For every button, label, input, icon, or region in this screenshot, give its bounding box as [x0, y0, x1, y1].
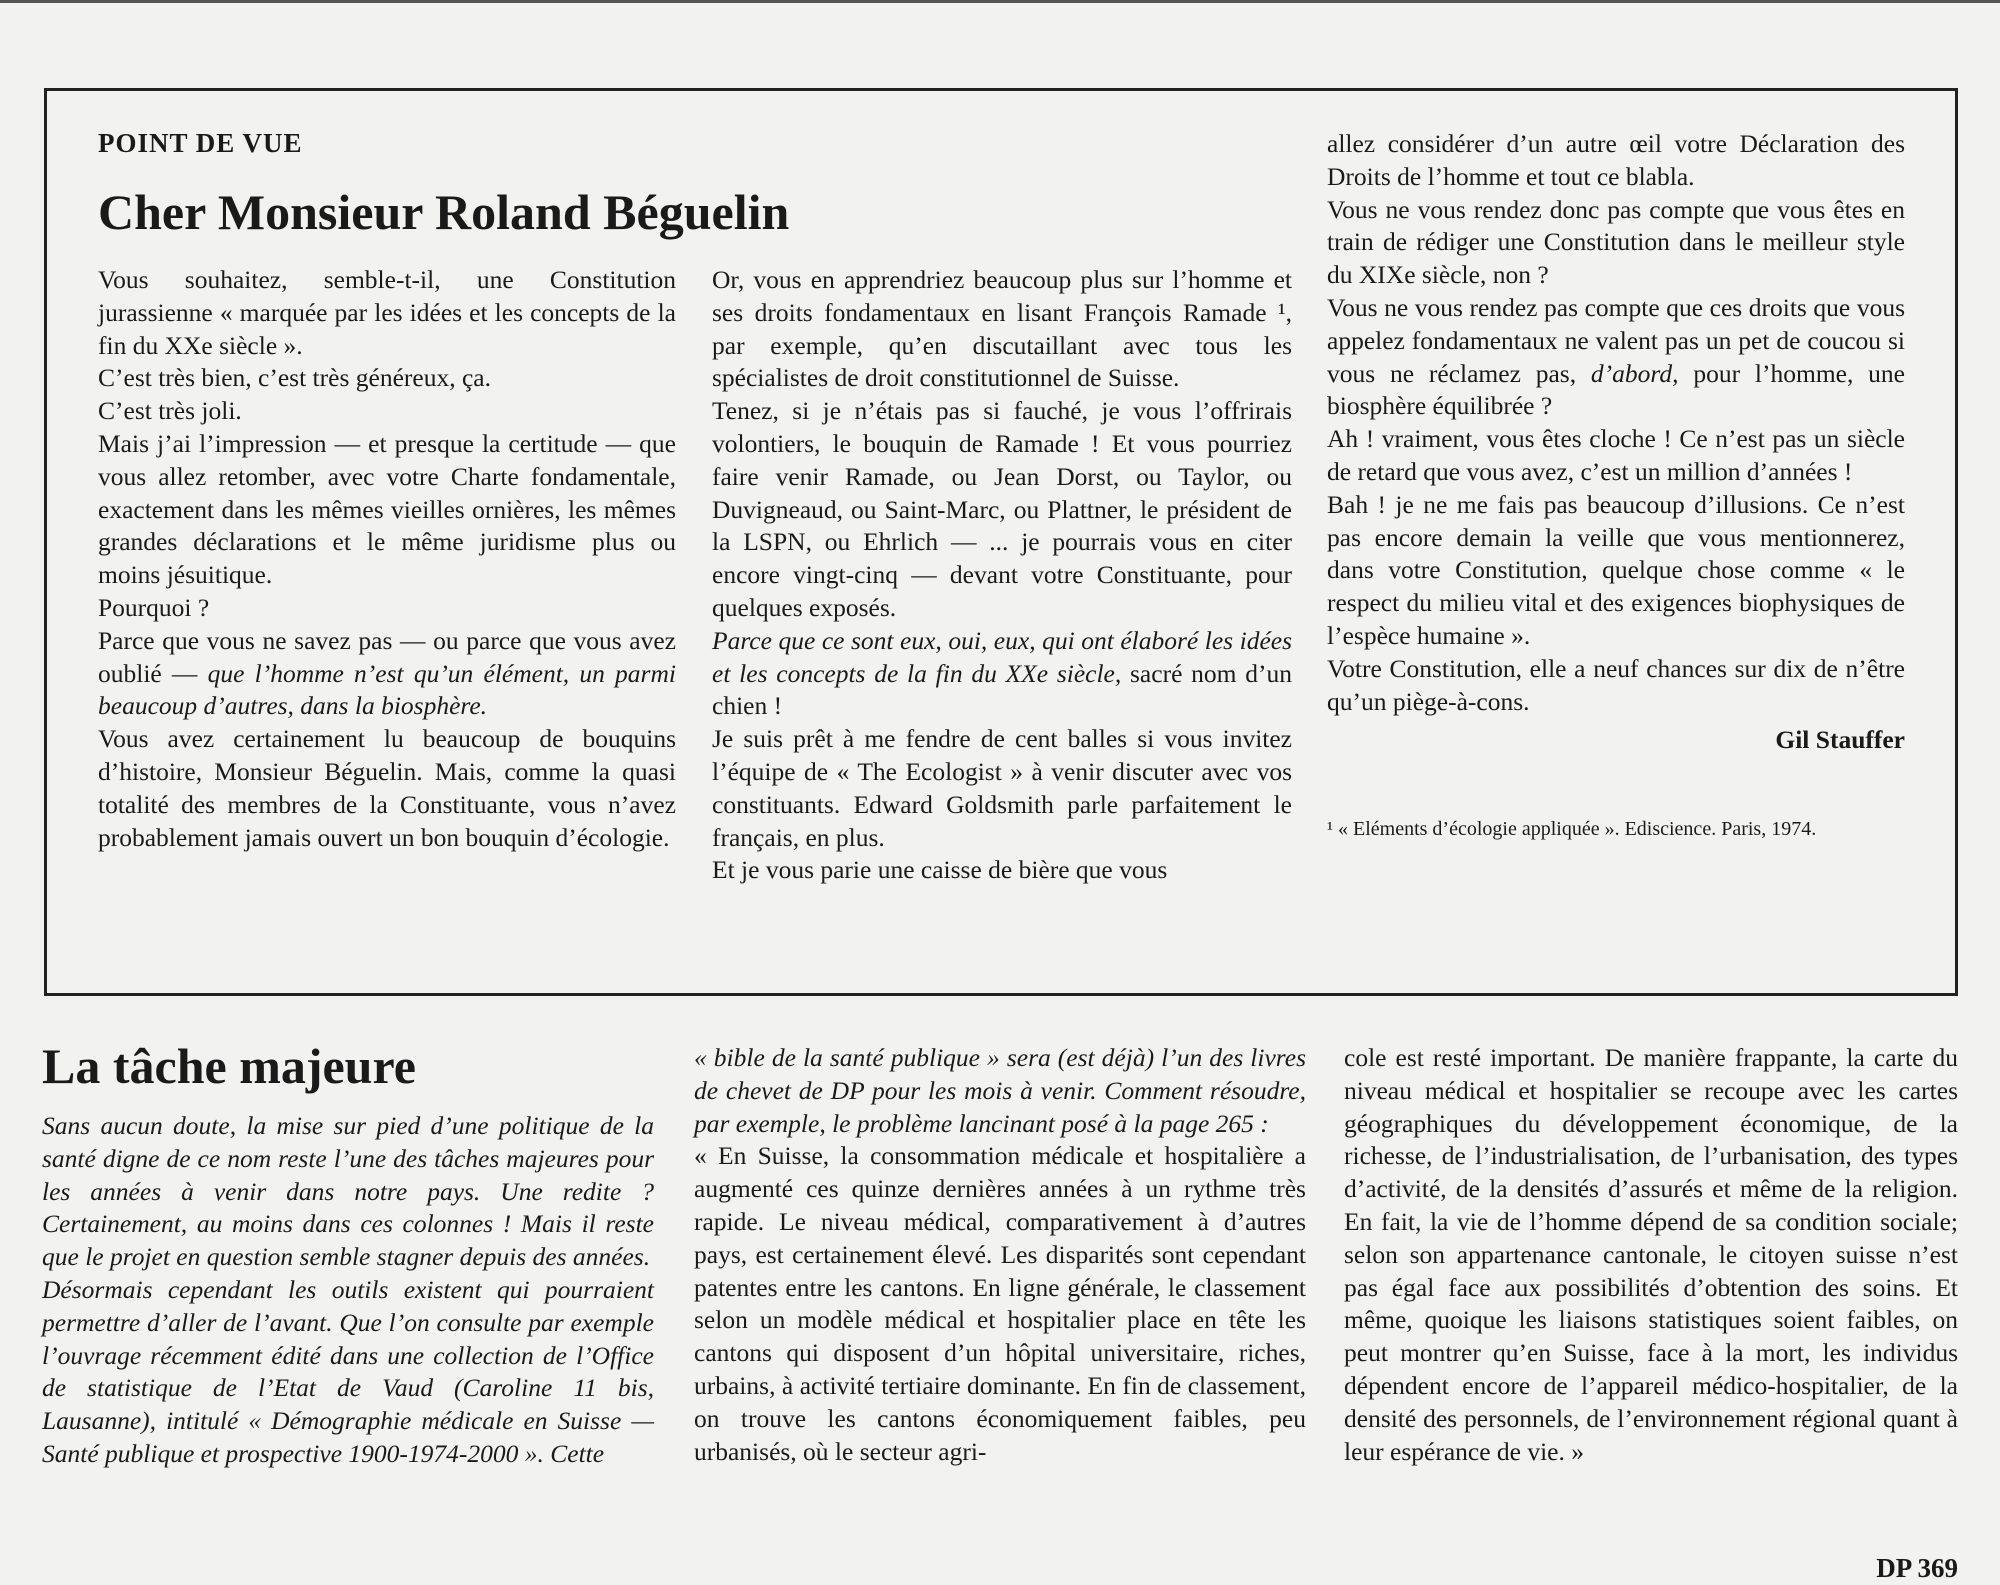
paragraph: Vous ne vous rendez donc pas compte que vous êtes en train de rédiger une Constitution dans le meilleur style du XIXe siècle, non ? — [1327, 194, 1905, 290]
author-signature: Gil Stauffer — [1775, 725, 1905, 755]
paragraph-emphasis: que l’homme n’est qu’un élément, un parmi beaucoup d’autres, dans la biosphère. — [98, 658, 676, 721]
paragraph: allez considérer d’un autre œil votre Déclaration des Droits de l’homme et tout ce blabla. — [1327, 129, 1905, 191]
paragraph: Mais j’ai l’impression — et presque la certitude — que vous allez retomber, avec votre Charte fondamentale, exactement dans les mêmes vieilles ornières, les mêmes grandes déclarations et le même juridisme plus ou moins jésuitique. — [98, 428, 676, 590]
paragraph: « bible de la santé publique » sera (est déjà) l’un des livres de chevet de DP pour les mois à venir. Comment résoudre, par exemple, le problème lancinant posé à la page 265 : — [694, 1043, 1306, 1138]
top-rule — [0, 0, 2000, 3]
paragraph — [98, 625, 676, 723]
paragraph: C’est très joli. — [98, 396, 242, 426]
paragraph-emphasis: d’abord, — [1590, 358, 1679, 388]
article2-column-3 — [1344, 1042, 1958, 1468]
paragraph: C’est très bien, c’est très généreux, ça. — [98, 363, 491, 393]
paragraph: Et je vous parie une caisse de bière que vous — [712, 855, 1168, 885]
paragraph: Je suis prêt à me fendre de cent balles si vous invitez l’équipe de « The Ecologist » à venir discuter avec vos constituants. Edward Goldsmith parle parfaitement le français, en plus. — [712, 724, 1292, 852]
footnote: ¹ « Eléments d’écologie appliquée ». Ediscience. Paris, 1974. — [1327, 818, 1817, 841]
paragraph: Vous souhaitez, semble-t-il, une Constitution jurassienne « marquée par les idées et les concepts de la fin du XXe siècle ». — [98, 265, 676, 360]
article2-column-2 — [694, 1042, 1306, 1468]
paragraph: Votre Constitution, elle a neuf chances sur dix de n’être qu’un piège-à-cons. — [1327, 653, 1905, 716]
paragraph: Bah ! je ne me fais pas beaucoup d’illusions. Ce n’est pas encore demain la veille que vous mentionnerez, dans votre Constitution, quelque chose comme « le respect du milieu vital et des exigences biophysiques de l’espèce humaine ». — [1327, 489, 1905, 650]
letter-column-3 — [1327, 128, 1905, 842]
letter-column-2 — [712, 264, 1292, 887]
article-title-2: La tâche majeure — [42, 1038, 416, 1094]
paragraph-text: pour l’homme, une biosphère équilibrée ? — [1327, 358, 1905, 421]
paragraph: Or, vous en apprendriez beaucoup plus sur l’homme et ses droits fondamentaux en lisant François Ramade ¹, par exemple, qu’en discutaillant avec tous les spécialistes de droit constitutionnel de Suisse. — [712, 265, 1292, 393]
paragraph-emphasis: Parce que ce sont eux, oui, eux, qui ont élaboré les idées et les concepts de la fin du XXe siècle, — [712, 625, 1292, 688]
paragraph: Ah ! vraiment, vous êtes cloche ! Ce n’est pas un siècle de retard que vous avez, c’est un million d’années ! — [1327, 424, 1905, 486]
paragraph: Pourquoi ? — [98, 592, 210, 622]
paragraph-text: Parce que vous ne savez pas — ou parce que vous avez oublié — — [98, 625, 676, 688]
paragraph: Sans aucun doute, la mise sur pied d’une politique de la santé digne de ce nom reste l’une des tâches majeures pour les années à venir dans notre pays. Une redite ? Certainement, au moins dans ces colonnes ! Mais il reste que le projet en question semble stagner depuis des années. — [42, 1111, 654, 1272]
paragraph-text: Vous ne vous rendez pas compte que ces droits que vous appelez fondamentaux ne valent pas un pet de coucou si vous ne réclamez pas, — [1327, 292, 1905, 388]
paragraph: Désormais cependant les outils existent qui pourraient permettre d’aller de l’avant. Que l’on consulte par exemple l’ouvrage récemment édité dans une collection de l’Office de statistique de l’Etat de Vaud (Caroline 11 bis, Lausanne), intitulé « Démographie médicale en Suisse — Santé publique et prospective 1900-1974-2000 ». Cette — [42, 1274, 654, 1468]
page-number: DP 369 — [1876, 1553, 1958, 1583]
quote-paragraph: « En Suisse, la consommation médicale et hospitalière a augmenté ces quinze dernières années à un rythme très rapide. Le niveau médical, comparativement à d’autres pays, est certainement élevé. Les disparités sont cependant patentes entre les cantons. En ligne générale, le classement selon un modèle médical et hospitalier place en tête les cantons qui disposent d’un hôpital universitaire, riches, urbains, à activité tertiaire dominante. En fin de classement, on trouve les cantons économiquement faibles, peu urbanisés, où le secteur agri- — [694, 1141, 1306, 1466]
quote-paragraph: cole est resté important. De manière frappante, la carte du niveau médical et hospitalier se recoupe avec les cartes géographiques du développement économique, de la richesse, de l’industrialisation, de l’urbanisation, des types d’activité, de la densités d’assurés et même de la religion. En fait, la vie de l’homme dépend de sa condition sociale; selon son appartenance cantonale, le citoyen suisse n’est pas égal face aux possibilités d’obtention des soins. Et même, quoique les liaisons statistiques soient faibles, on peut montrer qu’en Suisse, face à la mort, les individus dépendent encore de l’appareil médico-hospitalier, de la densité des personnels, de l’environnement régional quant à leur espérance de vie. » — [1344, 1043, 1958, 1466]
paragraph — [1327, 292, 1905, 423]
article-title: Cher Monsieur Roland Béguelin — [98, 184, 790, 240]
paragraph — [712, 625, 1292, 723]
article2-column-1 — [42, 1110, 654, 1471]
paragraph-text: sacré nom d’un chien ! — [712, 658, 1292, 721]
section-kicker: POINT DE VUE — [98, 128, 303, 158]
paragraph: Vous avez certainement lu beaucoup de bouquins d’histoire, Monsieur Béguelin. Mais, comme la quasi totalité des membres de la Constituante, vous n’avez probablement jamais ouvert un bon bouquin d’écologie. — [98, 724, 676, 852]
letter-column-1 — [98, 264, 676, 854]
paragraph: Tenez, si je n’étais pas si fauché, je vous l’offrirais volontiers, le bouquin de Ramade ! Et vous pourriez faire venir Ramade, ou Jean Dorst, ou Taylor, ou Duvigneaud, ou Saint-Marc, ou Plattner, le président de la LSPN, ou Ehrlich — ... je pourrais vous en citer encore vingt-cinq — devant votre Constituante, pour quelques exposés. — [712, 396, 1292, 622]
